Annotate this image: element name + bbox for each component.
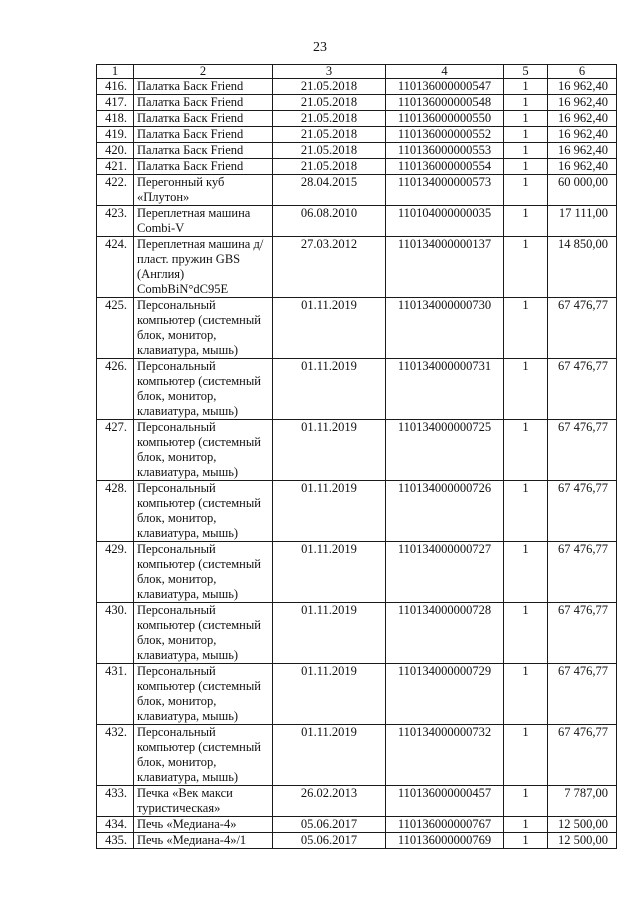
quantity-cell: 1 <box>504 79 548 95</box>
inventory-number-cell: 110136000000457 <box>386 786 504 817</box>
item-name-cell: Персональный компьютер (системный блок, монитор, клавиатура, мышь) <box>134 359 273 420</box>
inventory-number-cell: 110134000000727 <box>386 542 504 603</box>
acquisition-date-cell: 01.11.2019 <box>273 298 386 359</box>
inventory-number-cell: 110136000000550 <box>386 111 504 127</box>
quantity-cell: 1 <box>504 127 548 143</box>
row-number-cell: 431. <box>97 664 134 725</box>
acquisition-date-cell: 21.05.2018 <box>273 159 386 175</box>
row-number-cell: 418. <box>97 111 134 127</box>
table-row <box>97 298 617 359</box>
acquisition-date-cell: 01.11.2019 <box>273 420 386 481</box>
row-number-cell: 422. <box>97 175 134 206</box>
cost-cell: 17 111,00 <box>548 206 617 237</box>
item-name-cell: Печка «Век макси туристическая» <box>134 786 273 817</box>
page-number: 23 <box>313 40 327 55</box>
quantity-cell: 1 <box>504 206 548 237</box>
row-number-cell: 420. <box>97 143 134 159</box>
cost-cell: 7 787,00 <box>548 786 617 817</box>
table-row <box>97 420 617 481</box>
row-number-cell: 426. <box>97 359 134 420</box>
column-header: 4 <box>386 65 504 79</box>
table-row <box>97 481 617 542</box>
cost-cell: 67 476,77 <box>548 725 617 786</box>
column-header: 2 <box>134 65 273 79</box>
acquisition-date-cell: 01.11.2019 <box>273 359 386 420</box>
acquisition-date-cell: 28.04.2015 <box>273 175 386 206</box>
table-row <box>97 817 617 833</box>
quantity-cell: 1 <box>504 237 548 298</box>
table-row <box>97 603 617 664</box>
table-row <box>97 127 617 143</box>
row-number-cell: 416. <box>97 79 134 95</box>
table-row <box>97 664 617 725</box>
table-row <box>97 206 617 237</box>
cost-cell: 67 476,77 <box>548 664 617 725</box>
table-header-row <box>97 65 617 79</box>
quantity-cell: 1 <box>504 175 548 206</box>
cost-cell: 67 476,77 <box>548 542 617 603</box>
column-header: 1 <box>97 65 134 79</box>
inventory-number-cell: 110134000000732 <box>386 725 504 786</box>
row-number-cell: 429. <box>97 542 134 603</box>
cost-cell: 16 962,40 <box>548 159 617 175</box>
column-header: 6 <box>548 65 617 79</box>
inventory-number-cell: 110136000000767 <box>386 817 504 833</box>
cost-cell: 16 962,40 <box>548 127 617 143</box>
item-name-cell: Персональный компьютер (системный блок, монитор, клавиатура, мышь) <box>134 420 273 481</box>
quantity-cell: 1 <box>504 481 548 542</box>
item-name-cell: Переплетная машина д/пласт. пружин GBS (Англия) CombBiN°dC95E <box>134 237 273 298</box>
cost-cell: 16 962,40 <box>548 95 617 111</box>
acquisition-date-cell: 27.03.2012 <box>273 237 386 298</box>
quantity-cell: 1 <box>504 159 548 175</box>
item-name-cell: Персональный компьютер (системный блок, монитор, клавиатура, мышь) <box>134 664 273 725</box>
quantity-cell: 1 <box>504 298 548 359</box>
quantity-cell: 1 <box>504 111 548 127</box>
inventory-number-cell: 110136000000548 <box>386 95 504 111</box>
inventory-number-cell: 110134000000726 <box>386 481 504 542</box>
cost-cell: 16 962,40 <box>548 111 617 127</box>
acquisition-date-cell: 01.11.2019 <box>273 481 386 542</box>
inventory-number-cell: 110136000000553 <box>386 143 504 159</box>
quantity-cell: 1 <box>504 833 548 849</box>
inventory-number-cell: 110134000000728 <box>386 603 504 664</box>
quantity-cell: 1 <box>504 95 548 111</box>
acquisition-date-cell: 01.11.2019 <box>273 664 386 725</box>
cost-cell: 67 476,77 <box>548 603 617 664</box>
inventory-number-cell: 110134000000731 <box>386 359 504 420</box>
quantity-cell: 1 <box>504 786 548 817</box>
item-name-cell: Палатка Баск Friend <box>134 159 273 175</box>
quantity-cell: 1 <box>504 143 548 159</box>
table-row <box>97 542 617 603</box>
cost-cell: 60 000,00 <box>548 175 617 206</box>
cost-cell: 67 476,77 <box>548 359 617 420</box>
row-number-cell: 419. <box>97 127 134 143</box>
row-number-cell: 423. <box>97 206 134 237</box>
cost-cell: 12 500,00 <box>548 817 617 833</box>
table-row <box>97 237 617 298</box>
acquisition-date-cell: 21.05.2018 <box>273 127 386 143</box>
item-name-cell: Персональный компьютер (системный блок, монитор, клавиатура, мышь) <box>134 603 273 664</box>
item-name-cell: Перегонный куб «Плутон» <box>134 175 273 206</box>
item-name-cell: Персональный компьютер (системный блок, монитор, клавиатура, мышь) <box>134 542 273 603</box>
inventory-number-cell: 110136000000554 <box>386 159 504 175</box>
cost-cell: 16 962,40 <box>548 143 617 159</box>
cost-cell: 67 476,77 <box>548 420 617 481</box>
inventory-number-cell: 110104000000035 <box>386 206 504 237</box>
cost-cell: 67 476,77 <box>548 298 617 359</box>
acquisition-date-cell: 05.06.2017 <box>273 817 386 833</box>
row-number-cell: 435. <box>97 833 134 849</box>
row-number-cell: 424. <box>97 237 134 298</box>
acquisition-date-cell: 01.11.2019 <box>273 542 386 603</box>
table-row <box>97 111 617 127</box>
inventory-number-cell: 110134000000725 <box>386 420 504 481</box>
table-row <box>97 786 617 817</box>
inventory-table <box>96 64 617 849</box>
item-name-cell: Палатка Баск Friend <box>134 111 273 127</box>
quantity-cell: 1 <box>504 817 548 833</box>
table-row <box>97 159 617 175</box>
item-name-cell: Палатка Баск Friend <box>134 95 273 111</box>
item-name-cell: Персональный компьютер (системный блок, монитор, клавиатура, мышь) <box>134 298 273 359</box>
item-name-cell: Переплетная машина Combi-V <box>134 206 273 237</box>
inventory-number-cell: 110136000000547 <box>386 79 504 95</box>
table-row <box>97 79 617 95</box>
row-number-cell: 428. <box>97 481 134 542</box>
acquisition-date-cell: 05.06.2017 <box>273 833 386 849</box>
quantity-cell: 1 <box>504 603 548 664</box>
quantity-cell: 1 <box>504 420 548 481</box>
table-row <box>97 359 617 420</box>
row-number-cell: 421. <box>97 159 134 175</box>
acquisition-date-cell: 06.08.2010 <box>273 206 386 237</box>
row-number-cell: 427. <box>97 420 134 481</box>
acquisition-date-cell: 01.11.2019 <box>273 725 386 786</box>
item-name-cell: Персональный компьютер (системный блок, монитор, клавиатура, мышь) <box>134 725 273 786</box>
acquisition-date-cell: 26.02.2013 <box>273 786 386 817</box>
column-header: 5 <box>504 65 548 79</box>
quantity-cell: 1 <box>504 664 548 725</box>
acquisition-date-cell: 21.05.2018 <box>273 79 386 95</box>
acquisition-date-cell: 01.11.2019 <box>273 603 386 664</box>
item-name-cell: Печь «Медиана-4» <box>134 817 273 833</box>
row-number-cell: 434. <box>97 817 134 833</box>
inventory-number-cell: 110134000000729 <box>386 664 504 725</box>
table-row <box>97 95 617 111</box>
row-number-cell: 430. <box>97 603 134 664</box>
cost-cell: 16 962,40 <box>548 79 617 95</box>
cost-cell: 14 850,00 <box>548 237 617 298</box>
acquisition-date-cell: 21.05.2018 <box>273 143 386 159</box>
row-number-cell: 433. <box>97 786 134 817</box>
item-name-cell: Персональный компьютер (системный блок, монитор, клавиатура, мышь) <box>134 481 273 542</box>
quantity-cell: 1 <box>504 725 548 786</box>
table-row <box>97 143 617 159</box>
acquisition-date-cell: 21.05.2018 <box>273 111 386 127</box>
item-name-cell: Палатка Баск Friend <box>134 79 273 95</box>
item-name-cell: Печь «Медиана-4»/1 <box>134 833 273 849</box>
row-number-cell: 432. <box>97 725 134 786</box>
cost-cell: 12 500,00 <box>548 833 617 849</box>
inventory-number-cell: 110134000000137 <box>386 237 504 298</box>
acquisition-date-cell: 21.05.2018 <box>273 95 386 111</box>
row-number-cell: 425. <box>97 298 134 359</box>
row-number-cell: 417. <box>97 95 134 111</box>
item-name-cell: Палатка Баск Friend <box>134 127 273 143</box>
inventory-number-cell: 110136000000552 <box>386 127 504 143</box>
item-name-cell: Палатка Баск Friend <box>134 143 273 159</box>
inventory-number-cell: 110134000000730 <box>386 298 504 359</box>
column-header: 3 <box>273 65 386 79</box>
table-row <box>97 833 617 849</box>
inventory-number-cell: 110136000000769 <box>386 833 504 849</box>
quantity-cell: 1 <box>504 542 548 603</box>
table-row <box>97 725 617 786</box>
cost-cell: 67 476,77 <box>548 481 617 542</box>
table-row <box>97 175 617 206</box>
quantity-cell: 1 <box>504 359 548 420</box>
inventory-number-cell: 110134000000573 <box>386 175 504 206</box>
